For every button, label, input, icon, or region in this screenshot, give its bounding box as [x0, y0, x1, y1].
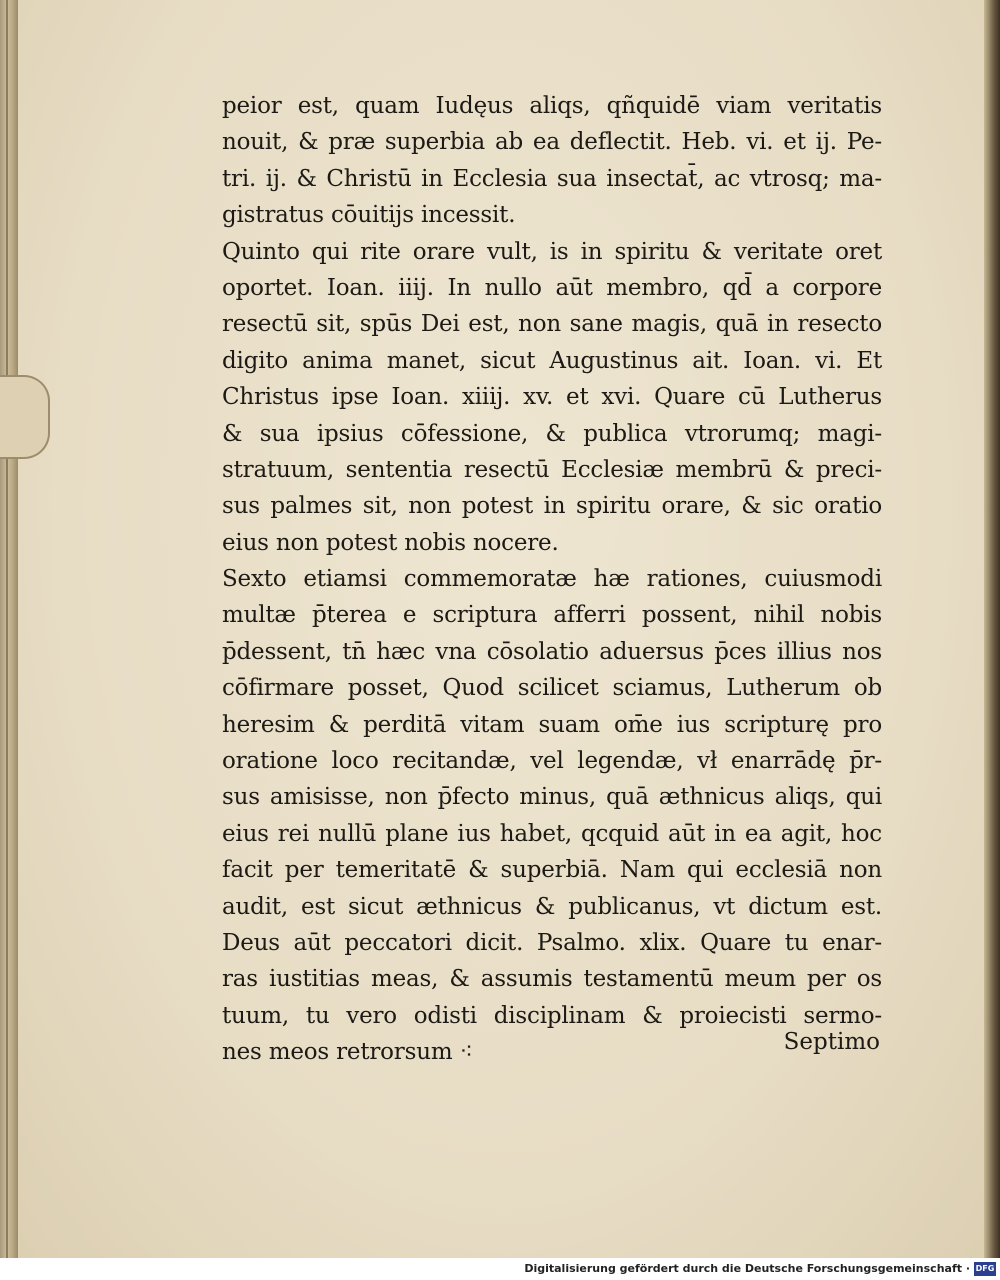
- text-line: nouit, & præ superbia ab ea deflectit. Heb. vi. et ij. Pe-: [222, 129, 882, 156]
- text-line: audit, est sicut æthnicus & publicanus, vt dictum est.: [222, 893, 882, 920]
- text-line: tri. ij. & Christū in Ecclesia sua insectat̄, ac vtrosq; ma-: [222, 165, 882, 192]
- text-line: nes meos retrorsum ⁖: [222, 1039, 473, 1066]
- text-line: ras iustitias meas, & assumis testamentū meum per os: [222, 966, 882, 993]
- text-line: tuum, tu vero odisti disciplinam & proiecisti sermo-: [222, 1002, 882, 1029]
- page-clip-mark: [0, 375, 50, 459]
- digitization-credit: Digitalisierung gefördert durch die Deutsche Forschungsgemeinschaft ·: [524, 1262, 970, 1275]
- text-line: eius non potest nobis nocere.: [222, 529, 559, 556]
- body-text: [222, 88, 882, 1071]
- text-line: sus palmes sit, non potest in spiritu orare, & sic oratio: [222, 493, 882, 520]
- dfg-logo: DFG: [974, 1262, 996, 1276]
- book-spine-edge: [0, 0, 18, 1258]
- text-line: eius rei nullū plane ius habet, qcquid aūt in ea agit, hoc: [222, 820, 882, 847]
- text-line: multæ p̄terea e scriptura afferri possent, nihil nobis: [222, 602, 882, 629]
- text-line: peior est, quam Iudęus aliqs, qñquidē viam veritatis: [222, 93, 882, 119]
- text-line: stratuum, sententia resectū Ecclesiæ membrū & preci-: [222, 456, 882, 483]
- text-line: digito anima manet, sicut Augustinus ait. Ioan. vi. Et: [222, 347, 882, 374]
- text-line: sus amisisse, non p̄fecto minus, quā æthnicus aliqs, qui: [222, 784, 882, 811]
- footer-bar: [0, 1258, 1000, 1280]
- text-line: & sua ipsius cōfessione, & publica vtrorumq; magi-: [222, 420, 882, 447]
- text-line: oportet. Ioan. iiij. In nullo aūt membro, qd̄ a corpore: [222, 274, 882, 301]
- catchword: Septimo: [783, 1029, 880, 1055]
- text-line: Christus ipse Ioan. xiiij. xv. et xvi. Quare cū Lutherus: [222, 384, 882, 411]
- text-line: Sexto etiamsi commemoratæ hæ rationes, cuiusmodi: [222, 566, 882, 593]
- text-line: oratione loco recitandæ, vel legendæ, vł enarrādę p̄r-: [222, 748, 882, 775]
- text-line: resectū sit, spūs Dei est, non sane magis, quā in resecto: [222, 311, 882, 338]
- text-line: Deus aūt peccatori dicit. Psalmo. xlix. Quare tu enar-: [222, 929, 882, 956]
- text-line: Quinto qui rite orare vult, is in spiritu & veritate oret: [222, 238, 882, 265]
- text-line: facit per temeritatē & superbiā. Nam qui ecclesiā non: [222, 857, 882, 884]
- spine-line: [6, 0, 8, 1258]
- text-line: gistratus cōuitijs incessit.: [222, 202, 516, 229]
- text-line: p̄dessent, tn̄ hæc vna cōsolatio aduersus p̄ces illius nos: [222, 638, 882, 665]
- text-line: heresim & perditā vitam suam om̄e ius scripturę pro: [222, 711, 882, 738]
- page-right-shadow: [984, 0, 1000, 1258]
- text-line: cōfirmare posset, Quod scilicet sciamus, Lutherum ob: [222, 675, 882, 702]
